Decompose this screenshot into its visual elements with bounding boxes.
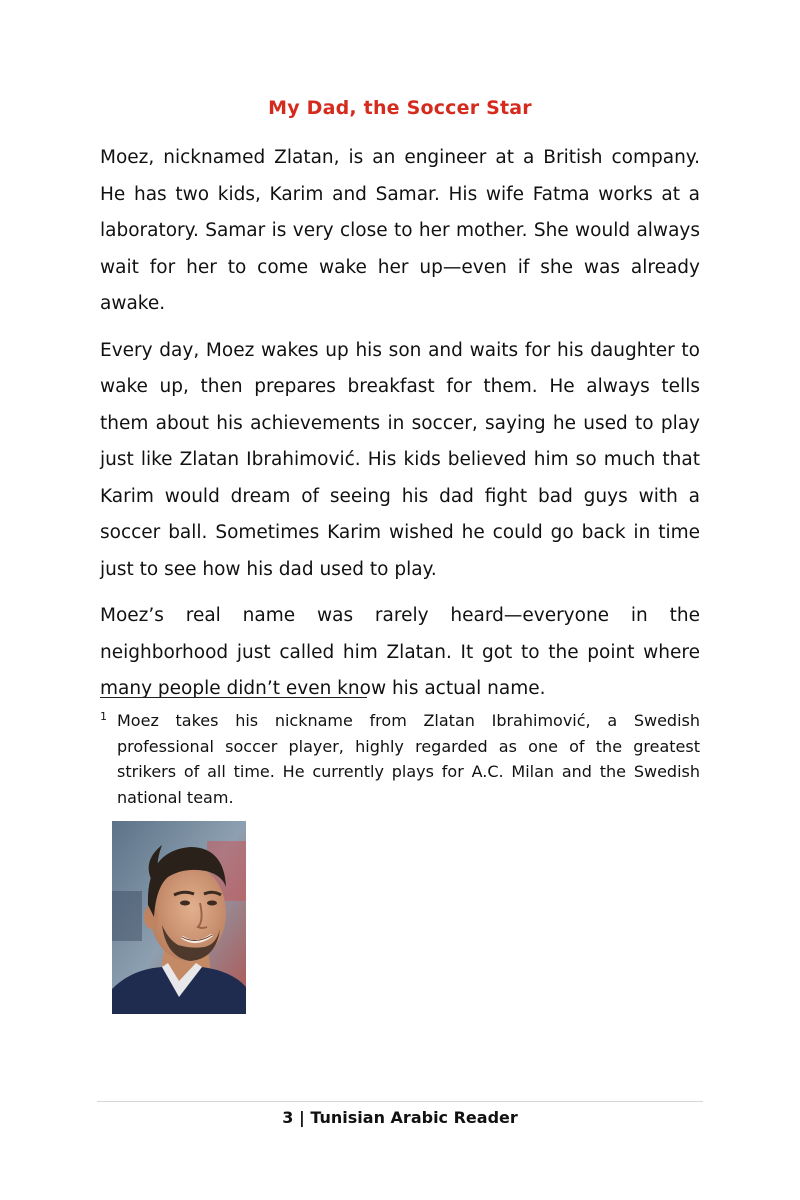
page-footer	[0, 1108, 800, 1127]
portrait-photo	[112, 821, 246, 1014]
footnote-divider	[100, 697, 367, 698]
paragraph-1: Moez, nicknamed Zlatan, is an engineer at a British company. He has two kids, Karim and Samar. His wife Fatma works at a laboratory. Samar is very close to her mother. She would always wait for her to come wake her up—even if she was already awake.	[100, 147, 700, 314]
footer-divider	[97, 1101, 703, 1102]
footer-separator: |	[298, 1108, 305, 1127]
page-number: 3	[282, 1108, 294, 1127]
portrait-illustration	[112, 821, 246, 1014]
page-title: My Dad, the Soccer Star	[268, 97, 532, 119]
footnote-marker: 1	[100, 710, 107, 723]
paragraph-3: Moez’s real name was rarely heard—everyone in the neighborhood just called him Zlatan. It got to the point where many people didn’t even know his actual name.	[100, 605, 700, 699]
paragraph-2: Every day, Moez wakes up his son and waits for his daughter to wake up, then prepares breakfast for them. He always tells them about his achievements in soccer, saying he used to play just like Zlatan Ibrahimović. His kids believed him so much that Karim would dream of seeing his dad fight bad guys with a soccer ball. Sometimes Karim wished he could go back in time just to see how his dad used to play.	[100, 339, 700, 580]
story-body	[100, 140, 700, 718]
book-title: Tunisian Arabic Reader	[310, 1108, 518, 1127]
footnote	[100, 708, 700, 810]
footnote-text: Moez takes his nickname from Zlatan Ibrahimović, a Swedish professional soccer player, highly regarded as one of the greatest strikers of all time. He currently plays for A.C. Milan and the Swedish national team.	[117, 711, 700, 807]
